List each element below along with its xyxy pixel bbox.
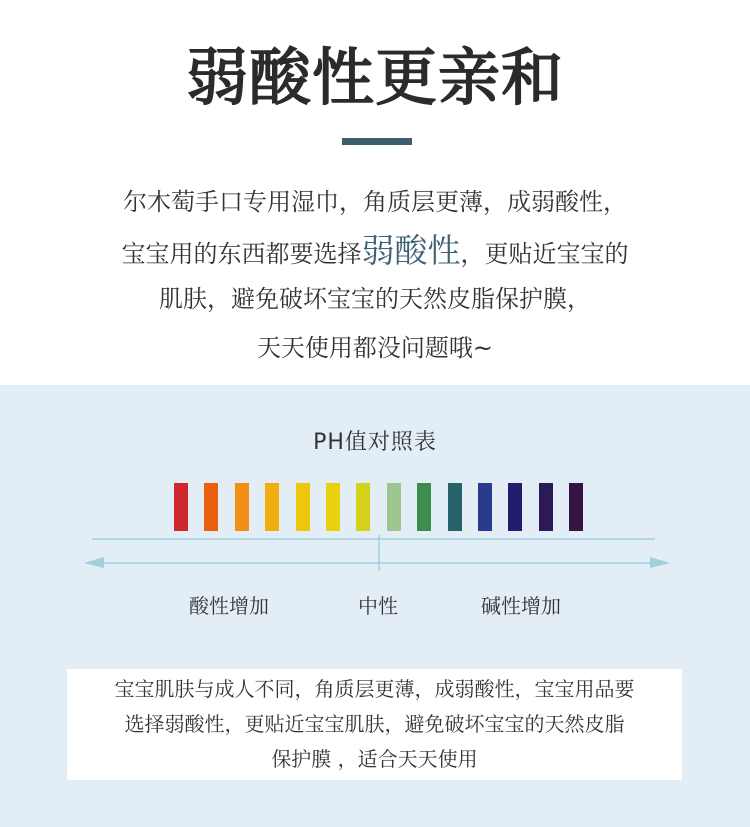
- intro-line-2-end: ，更贴近宝宝的: [460, 240, 629, 268]
- note-box: [67, 669, 682, 780]
- page-title: 弱酸性更亲和: [185, 41, 564, 114]
- intro-line-3: 肌肤，避免破坏宝宝的天然皮脂保护膜，: [159, 285, 591, 313]
- header-section: [0, 0, 750, 385]
- ph-swatch: [448, 483, 462, 531]
- ph-label-neutral: 中性: [358, 594, 398, 618]
- ph-swatch-row: [0, 483, 750, 533]
- ph-chart-title: PH值对照表: [313, 430, 437, 455]
- ph-swatch: [204, 483, 218, 531]
- ph-swatch: [508, 483, 522, 531]
- intro-highlight: 弱酸性: [361, 231, 461, 270]
- intro-text: [0, 178, 750, 373]
- ph-swatch: [265, 483, 279, 531]
- intro-line-4: 天天使用都没问题哦~: [256, 334, 494, 362]
- ph-swatch: [417, 483, 431, 531]
- intro-line-1: 尔木萄手口专用湿巾，角质层更薄，成弱酸性，: [123, 188, 627, 216]
- ph-scale-arrow-right: [650, 557, 670, 568]
- ph-swatch: [326, 483, 340, 531]
- intro-line-2-start: 宝宝用的东西都要选择: [121, 240, 362, 268]
- intro-line-2: [0, 226, 750, 275]
- ph-scale: [0, 535, 750, 575]
- note-line-3: 保护膜 ，适合天天使用: [271, 747, 478, 771]
- ph-label-acid: 酸性增加: [189, 594, 269, 618]
- title-underline: [342, 138, 412, 145]
- ph-swatch: [539, 483, 553, 531]
- ph-panel: [0, 385, 750, 827]
- note-line-1: 宝宝肌肤与成人不同，角质层更薄，成弱酸性，宝宝用品要: [114, 677, 635, 701]
- ph-swatch: [235, 483, 249, 531]
- ph-swatch: [356, 483, 370, 531]
- ph-swatch: [296, 483, 310, 531]
- note-line-2: 选择弱酸性，更贴近宝宝肌肤，避免破坏宝宝的天然皮脂: [124, 712, 625, 736]
- ph-swatch: [569, 483, 583, 531]
- ph-swatch: [387, 483, 401, 531]
- ph-swatch: [174, 483, 188, 531]
- ph-swatch: [478, 483, 492, 531]
- ph-label-alkaline: 碱性增加: [481, 594, 561, 618]
- ph-scale-arrow-left: [84, 557, 104, 568]
